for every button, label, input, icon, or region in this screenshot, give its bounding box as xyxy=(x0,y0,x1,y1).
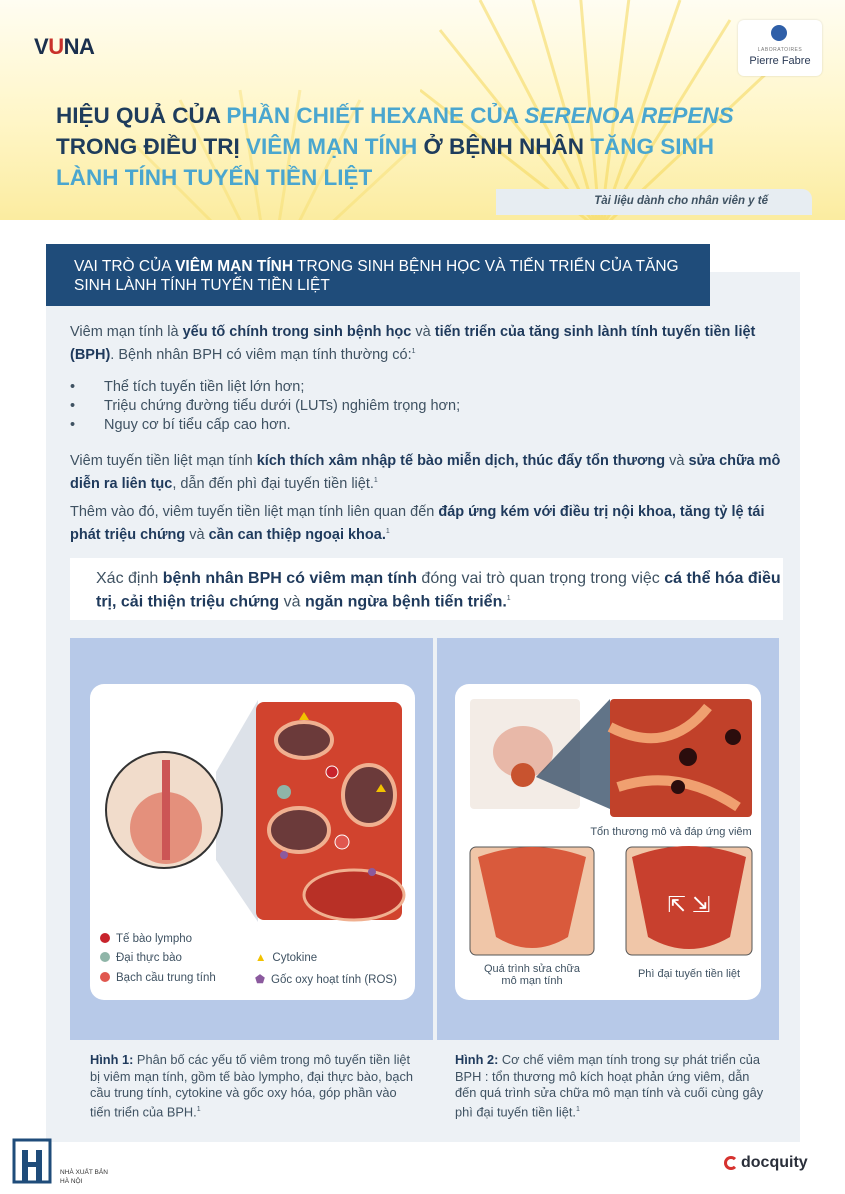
prostate xyxy=(511,763,535,787)
pierre-fabre-small-text: LABORATOIRES xyxy=(757,47,803,53)
neutrophil-cell xyxy=(335,835,349,849)
pierre-fabre-name: Pierre Fabre xyxy=(749,55,811,67)
paragraph-1: Viêm mạn tính là yếu tố chính trong sinh bệnh học và tiến triển của tăng sinh lành tính tuyến tiền liệt (BPH). Bệnh nhân BPH có viêm mạn tính thường có:$^1$ xyxy=(70,324,756,363)
gland-lumen xyxy=(269,808,329,852)
figure-2-label-damage: Tổn thương mô và đáp ứng viêm xyxy=(590,826,752,838)
ros-marker xyxy=(368,868,376,876)
figure-1-illustration xyxy=(104,700,416,922)
macrophage-cell xyxy=(277,785,291,799)
gland-lumen xyxy=(304,870,404,920)
figure-2-label-repair: Quá trình sửa chữa mô mạn tính xyxy=(483,963,581,987)
legend-item: ▲ Cytokine xyxy=(255,952,318,964)
macrophage-icon xyxy=(100,952,110,962)
list-item: • Nguy cơ bí tiểu cấp cao hơn. xyxy=(70,416,770,435)
pierre-fabre-emblem-icon xyxy=(771,25,787,41)
publisher-logo xyxy=(12,1136,56,1184)
page-title: HIỆU QUẢ CỦA PHẦN CHIẾT HEXANE CỦA SERENOA REPENS TRONG ĐIỀU TRỊ VIÊM MẠN TÍNH Ở BỆNH NHÂN TĂNG SINH LÀNH TÍNH TUYẾN TIỀN LIỆT xyxy=(56,103,734,190)
bullet-list xyxy=(70,378,770,435)
paragraph-2: Viêm tuyến tiền liệt mạn tính kích thích xâm nhập tế bào miễn dịch, thúc đẩy tổn thương và sửa chữa mô diễn ra liên tục, dẫn đến phì đại tuyến tiền liệt.$^1$ xyxy=(70,453,781,492)
audience-badge: Tài liệu dành cho nhân viên y tế xyxy=(496,189,812,215)
publisher-name: NHÀ XUẤT BẢN HÀ NỘI xyxy=(60,1169,108,1185)
ros-pentagon-icon: ⬟ xyxy=(255,974,265,986)
ros-marker xyxy=(280,851,288,859)
legend-item: Bạch cầu trung tính xyxy=(100,972,216,984)
figure-2-caption: Hình 2: Cơ chế viêm mạn tính trong sự phát triển của BPH : tổn thương mô kích hoạt phản ứng viêm, dẫn đến quá trình sửa chữa mô mạn tính và cuối cùng gây phì đại tuyến tiền liệt.$^1$ xyxy=(455,1052,764,1119)
lymphocyte-icon xyxy=(100,933,110,943)
gland-lumen xyxy=(276,722,332,758)
figure-2-label-hyperplasia: Phì đại tuyến tiền liệt xyxy=(637,968,741,980)
legend-item: Đại thực bào xyxy=(100,952,182,964)
immune-cell xyxy=(671,780,685,794)
section-header: VAI TRÒ CỦA VIÊM MẠN TÍNH TRONG SINH BỆNH HỌC VÀ TIẾN TRIỂN CỦA TĂNG SINH LÀNH TÍNH TUYẾN TIỀN LIỆT xyxy=(46,244,710,306)
docquity-mark-icon xyxy=(724,1156,738,1170)
lymphocyte-cell xyxy=(326,766,338,778)
figure-1-caption: Hình 1: Phân bố các yếu tố viêm trong mô tuyến tiền liệt bị viêm mạn tính, gồm tế bào lympho, đại thực bào, bạch cầu trung tính, cytokine và gốc oxy hóa, góp phần vào tiến triển của BPH.$^1$ xyxy=(90,1052,413,1119)
immune-cell xyxy=(725,729,741,745)
docquity-logo: docquity xyxy=(724,1154,808,1172)
neutrophil-icon xyxy=(100,972,110,982)
legend-item: Tế bào lympho xyxy=(100,933,192,945)
vuna-logo: VUNA xyxy=(34,34,95,59)
immune-cell xyxy=(679,748,697,766)
pierre-fabre-logo xyxy=(738,20,822,76)
paragraph-3: Thêm vào đó, viêm tuyến tiền liệt mạn tính liên quan đến đáp ứng kém với điều trị nội khoa, tăng tỷ lệ tái phát triệu chứng và cần can thiệp ngoại khoa.$^1$ xyxy=(70,504,765,543)
cytokine-triangle-icon: ▲ xyxy=(255,952,267,964)
urethra xyxy=(162,760,170,860)
list-item: • Triệu chứng đường tiểu dưới (LUTs) nghiêm trọng hơn; xyxy=(70,397,770,416)
expansion-arrows-icon: ⇱ ⇲ xyxy=(667,892,711,917)
legend-item: ⬟ Gốc oxy hoạt tính (ROS) xyxy=(255,974,397,986)
key-message-callout: Xác định bệnh nhân BPH có viêm mạn tính đóng vai trò quan trọng trong việc cá thể hóa điều trị, cải thiện triệu chứng và ngăn ngừa bệnh tiến triển.$^1$ xyxy=(70,558,783,620)
list-item: • Thể tích tuyến tiền liệt lớn hơn; xyxy=(70,378,770,397)
gland-lumen xyxy=(343,765,395,825)
